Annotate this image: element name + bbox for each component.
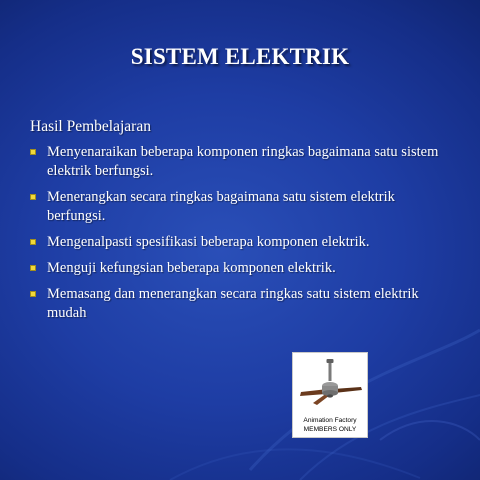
clipart-caption-line2: MEMBERS ONLY — [303, 425, 357, 433]
list-item — [30, 143, 450, 181]
square-bullet-icon — [30, 291, 36, 297]
list-item — [30, 259, 450, 278]
square-bullet-icon — [30, 194, 36, 200]
ceiling-fan-clipart — [292, 352, 368, 438]
learning-outcomes-list — [30, 143, 450, 330]
list-item — [30, 233, 450, 252]
list-item-text: Mengenalpasti spesifikasi beberapa komponen elektrik. — [47, 234, 370, 250]
slide-title: SISTEM ELEKTRIK — [130, 44, 350, 69]
ceiling-fan-icon — [293, 353, 367, 417]
square-bullet-icon — [30, 239, 36, 245]
clipart-caption-line1: Animation Factory — [303, 417, 357, 424]
list-item — [30, 188, 450, 226]
list-item-text: Menguji kefungsian beberapa komponen elektrik. — [47, 260, 336, 276]
clipart-caption — [293, 417, 367, 434]
list-item-text: Memasang dan menerangkan secara ringkas satu sistem elektrik mudah — [47, 286, 419, 321]
list-item-text: Menerangkan secara ringkas bagaimana satu sistem elektrik berfungsi. — [47, 189, 395, 224]
square-bullet-icon — [30, 149, 36, 155]
list-item-text: Menyenaraikan beberapa komponen ringkas bagaimana satu sistem elektrik berfungsi. — [47, 144, 439, 179]
list-item — [30, 285, 450, 323]
learning-outcomes-heading: Hasil Pembelajaran — [30, 118, 151, 135]
square-bullet-icon — [30, 265, 36, 271]
